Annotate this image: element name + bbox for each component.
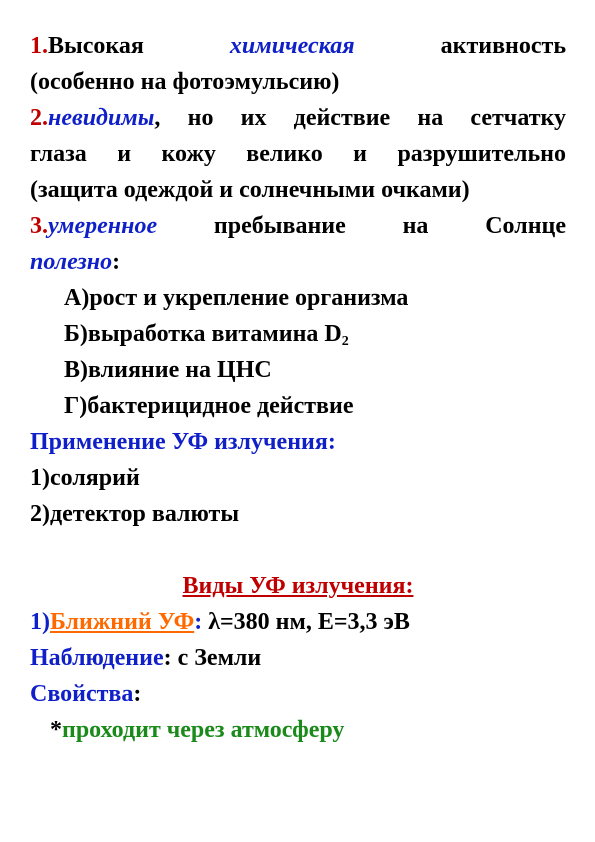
types-heading: Виды УФ излучения: [182,573,414,599]
item-3-colon: : [112,249,121,275]
item-1-word-2: химическая [229,33,355,59]
item-3-rest: пребывание на Солнце [213,213,566,239]
item-2-word-1: невидимы [48,105,155,131]
item-3-line-1 [30,208,566,244]
application-item-2: 2)детектор валюты [30,501,240,527]
item-1-line-2: (особенно на фотоэмульсию) [30,69,340,95]
item-3-word-1: умеренное [48,213,158,239]
item-1-word-3: активность [440,33,567,59]
item-3-word-2: полезно [30,249,113,275]
property-star: * [50,717,62,743]
item-2-rest: , но их действие на сетчатку [154,105,566,131]
near-uv-number: 1) [30,609,50,635]
item-1-number: 1. [30,33,48,59]
near-uv-row [30,604,566,640]
item-3-number: 3. [30,213,48,239]
properties-label: Свойства [30,681,134,707]
benefit-b-text: Б)выработка витамина D [64,321,342,347]
benefit-d: Г)бактерицидное действие [64,393,354,419]
benefit-b [30,316,566,352]
item-2-number: 2. [30,105,48,131]
item-3-line-2 [30,244,566,280]
properties-colon: : [133,681,142,707]
types-heading-row [30,568,566,604]
benefit-a: А)рост и укрепление организма [64,285,409,311]
near-uv-label: Ближний УФ [50,609,195,635]
observation-label: Наблюдение [30,645,164,671]
property-text: проходит через атмосферу [62,717,345,743]
near-uv-values: λ=380 нм, E=3,3 эВ [202,609,410,635]
benefit-b-subscript: 2 [341,334,349,349]
observation-value: : с Земли [163,645,262,671]
near-uv-colon: : [194,609,203,635]
item-2-line-1 [30,100,566,136]
item-2-line-2: глаза и кожу велико и разрушительно [30,141,566,167]
properties-row [30,676,566,712]
item-1-word-1: Высокая [48,33,144,59]
spacer [30,532,566,568]
content [30,28,566,748]
benefit-c: В)влияние на ЦНС [64,357,272,383]
property-item [30,712,566,748]
observation-row [30,640,566,676]
application-heading: Применение УФ излучения: [30,429,336,455]
application-item-1: 1)солярий [30,465,140,491]
item-2-line-3: (защита одеждой и солнечными очками) [30,177,470,203]
item-1-line-1 [30,28,566,64]
